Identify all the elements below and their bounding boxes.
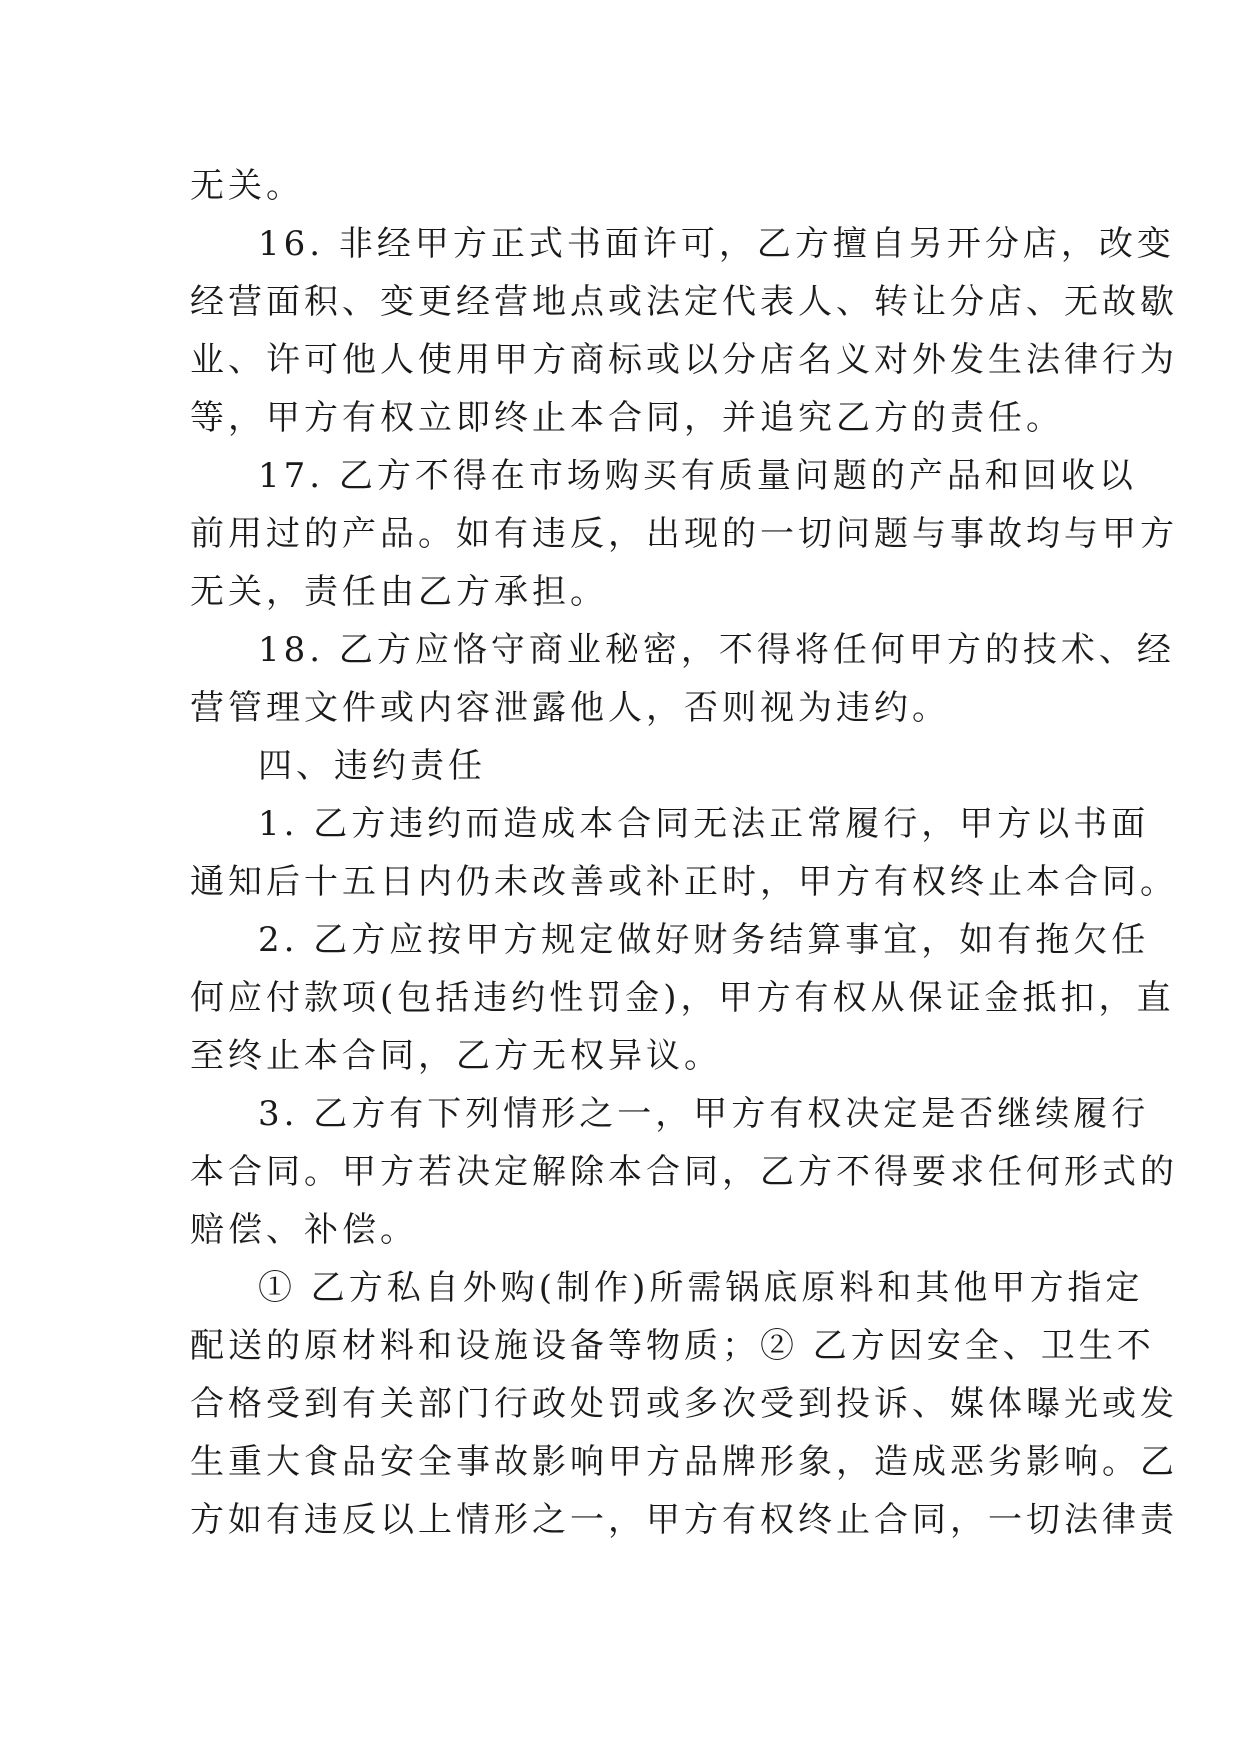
text-line: 方如有违反以上情形之一，甲方有权终止合同，一切法律责 [190,1500,1178,1540]
text-line: 无关，责任由乙方承担。 [190,572,608,612]
text-line: 至终止本合同，乙方无权异议。 [190,1036,722,1076]
text-line: 前用过的产品。如有违反，出现的一切问题与事故均与甲方 [190,514,1178,554]
text-line: 等，甲方有权立即终止本合同，并追究乙方的责任。 [190,398,1064,438]
text-line: 何应付款项(包括违约性罚金)，甲方有权从保证金抵扣，直 [190,978,1175,1018]
text-line: 无关。 [190,166,304,206]
text-line: 18. 乙方应恪守商业秘密，不得将任何甲方的技术、经 [258,630,1175,670]
text-line: ① 乙方私自外购(制作)所需锅底原料和其他甲方指定 [258,1268,1144,1308]
text-line: 1. 乙方违约而造成本合同无法正常履行，甲方以书面 [258,804,1150,844]
text-line: 2. 乙方应按甲方规定做好财务结算事宜，如有拖欠任 [258,920,1150,960]
text-line: 营管理文件或内容泄露他人，否则视为违约。 [190,688,950,728]
text-line: 17. 乙方不得在市场购买有质量问题的产品和回收以 [258,456,1137,496]
text-line: 经营面积、变更经营地点或法定代表人、转让分店、无故歇 [190,282,1178,322]
text-line: 本合同。甲方若决定解除本合同，乙方不得要求任何形式的 [190,1152,1178,1192]
text-line: 16. 非经甲方正式书面许可，乙方擅自另开分店，改变 [258,224,1175,264]
text-line: 赔偿、补偿。 [190,1210,418,1250]
text-line: 配送的原材料和设施设备等物质；② 乙方因安全、卫生不 [190,1326,1155,1366]
text-line: 业、许可他人使用甲方商标或以分店名义对外发生法律行为 [190,340,1178,380]
text-line: 生重大食品安全事故影响甲方品牌形象，造成恶劣影响。乙 [190,1442,1178,1482]
section-heading: 四、违约责任 [258,746,486,786]
text-line: 3. 乙方有下列情形之一，甲方有权决定是否继续履行 [258,1094,1150,1134]
text-line: 通知后十五日内仍未改善或补正时，甲方有权终止本合同。 [190,862,1178,902]
text-line: 合格受到有关部门行政处罚或多次受到投诉、媒体曝光或发 [190,1384,1178,1424]
